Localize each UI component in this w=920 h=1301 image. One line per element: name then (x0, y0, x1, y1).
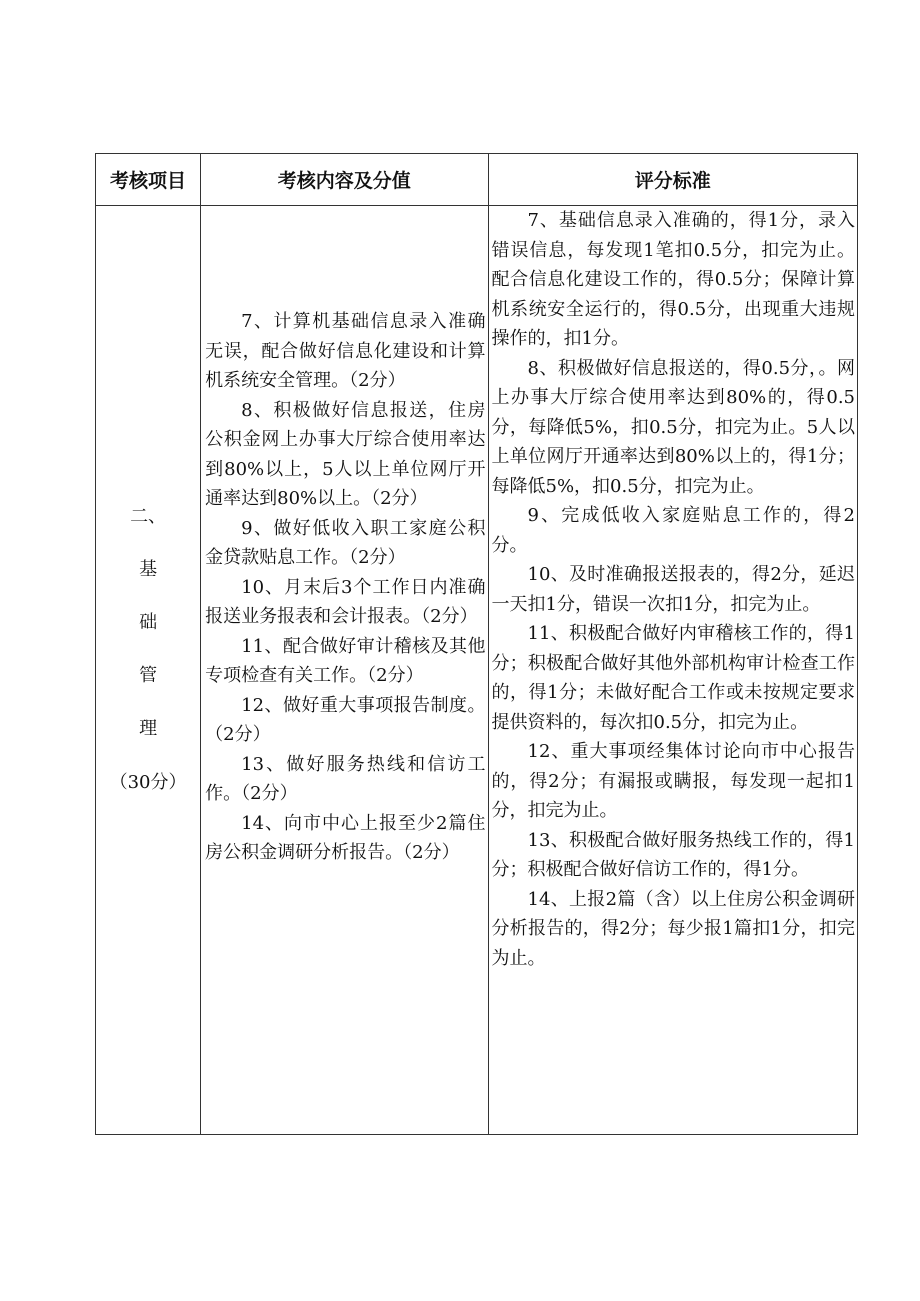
content-cell (201, 206, 488, 1135)
content-list (201, 307, 487, 868)
category-char: 基 (139, 559, 158, 580)
category-char: 管 (139, 665, 158, 686)
criteria-cell (488, 206, 858, 1135)
content-item: 12、做好重大事项报告制度。（2分） (205, 694, 486, 745)
content-item: 11、配合做好审计稽核及其他专项检查有关工作。（2分） (205, 635, 486, 686)
criteria-item: 8、积极做好信息报送的，得0.5分，。网上办事大厅综合使用率达到80%的，得0.5分，每降低5%，扣0.5分，扣完为止。5人以上单位网厅开通率达到80%以上的，得1分；每降低5%，扣0.5分，扣完为止。 (491, 357, 855, 497)
header-scoring-criteria: 评分标准 (488, 154, 858, 206)
category-score: （30分） (109, 772, 187, 793)
criteria-item: 9、完成低收入家庭贴息工作的，得2分。 (491, 505, 855, 556)
header-content-and-score: 考核内容及分值 (201, 154, 488, 206)
header-assessment-item: 考核项目 (96, 154, 201, 206)
content-item: 8、积极做好信息报送，住房公积金网上办事大厅综合使用率达到80%以上，5人以上单位网厅开通率达到80%以上。（2分） (205, 399, 486, 509)
content-item: 7、计算机基础信息录入准确无误，配合做好信息化建设和计算机系统安全管理。（2分） (205, 311, 486, 391)
criteria-item: 7、基础信息录入准确的，得1分，录入错误信息，每发现1笔扣0.5分，扣完为止。配合信息化建设工作的，得0.5分；保障计算机系统安全运行的，得0.5分，出现重大违规操作的，扣1分。 (491, 210, 855, 349)
criteria-item: 14、上报2篇（含）以上住房公积金调研分析报告的，得2分；每少报1篇扣1分，扣完为止。 (491, 888, 855, 969)
criteria-list (489, 206, 858, 973)
table-row (96, 206, 858, 1135)
content-item: 13、做好服务热线和信访工作。（2分） (205, 753, 486, 804)
content-item: 9、做好低收入职工家庭公积金贷款贴息工作。（2分） (205, 517, 486, 568)
criteria-item: 10、及时准确报送报表的，得2分，延迟一天扣1分，错误一次扣1分，扣完为止。 (491, 564, 855, 615)
criteria-item: 12、重大事项经集体讨论向市中心报告的，得2分；有漏报或瞒报，每发现一起扣1分，扣完为止。 (491, 741, 855, 821)
category-label (96, 490, 200, 803)
header-row (96, 154, 858, 206)
content-item: 10、月末后3个工作日内准确报送业务报表和会计报表。（2分） (205, 576, 486, 627)
criteria-item: 13、积极配合做好服务热线工作的，得1分；积极配合做好信访工作的，得1分。 (491, 829, 855, 880)
content-item: 14、向市中心上报至少2篇住房公积金调研分析报告。（2分） (205, 812, 486, 863)
category-char: 理 (139, 718, 158, 739)
category-char: 础 (139, 612, 158, 633)
criteria-item: 11、积极配合做好内审稽核工作的，得1分；积极配合做好其他外部机构审计检查工作的，得1分；未做好配合工作或未按规定要求提供资料的，每次扣0.5分，扣完为止。 (491, 623, 855, 733)
category-cell (96, 206, 201, 1135)
assessment-table (95, 153, 858, 1135)
category-char: 二、 (130, 506, 167, 527)
